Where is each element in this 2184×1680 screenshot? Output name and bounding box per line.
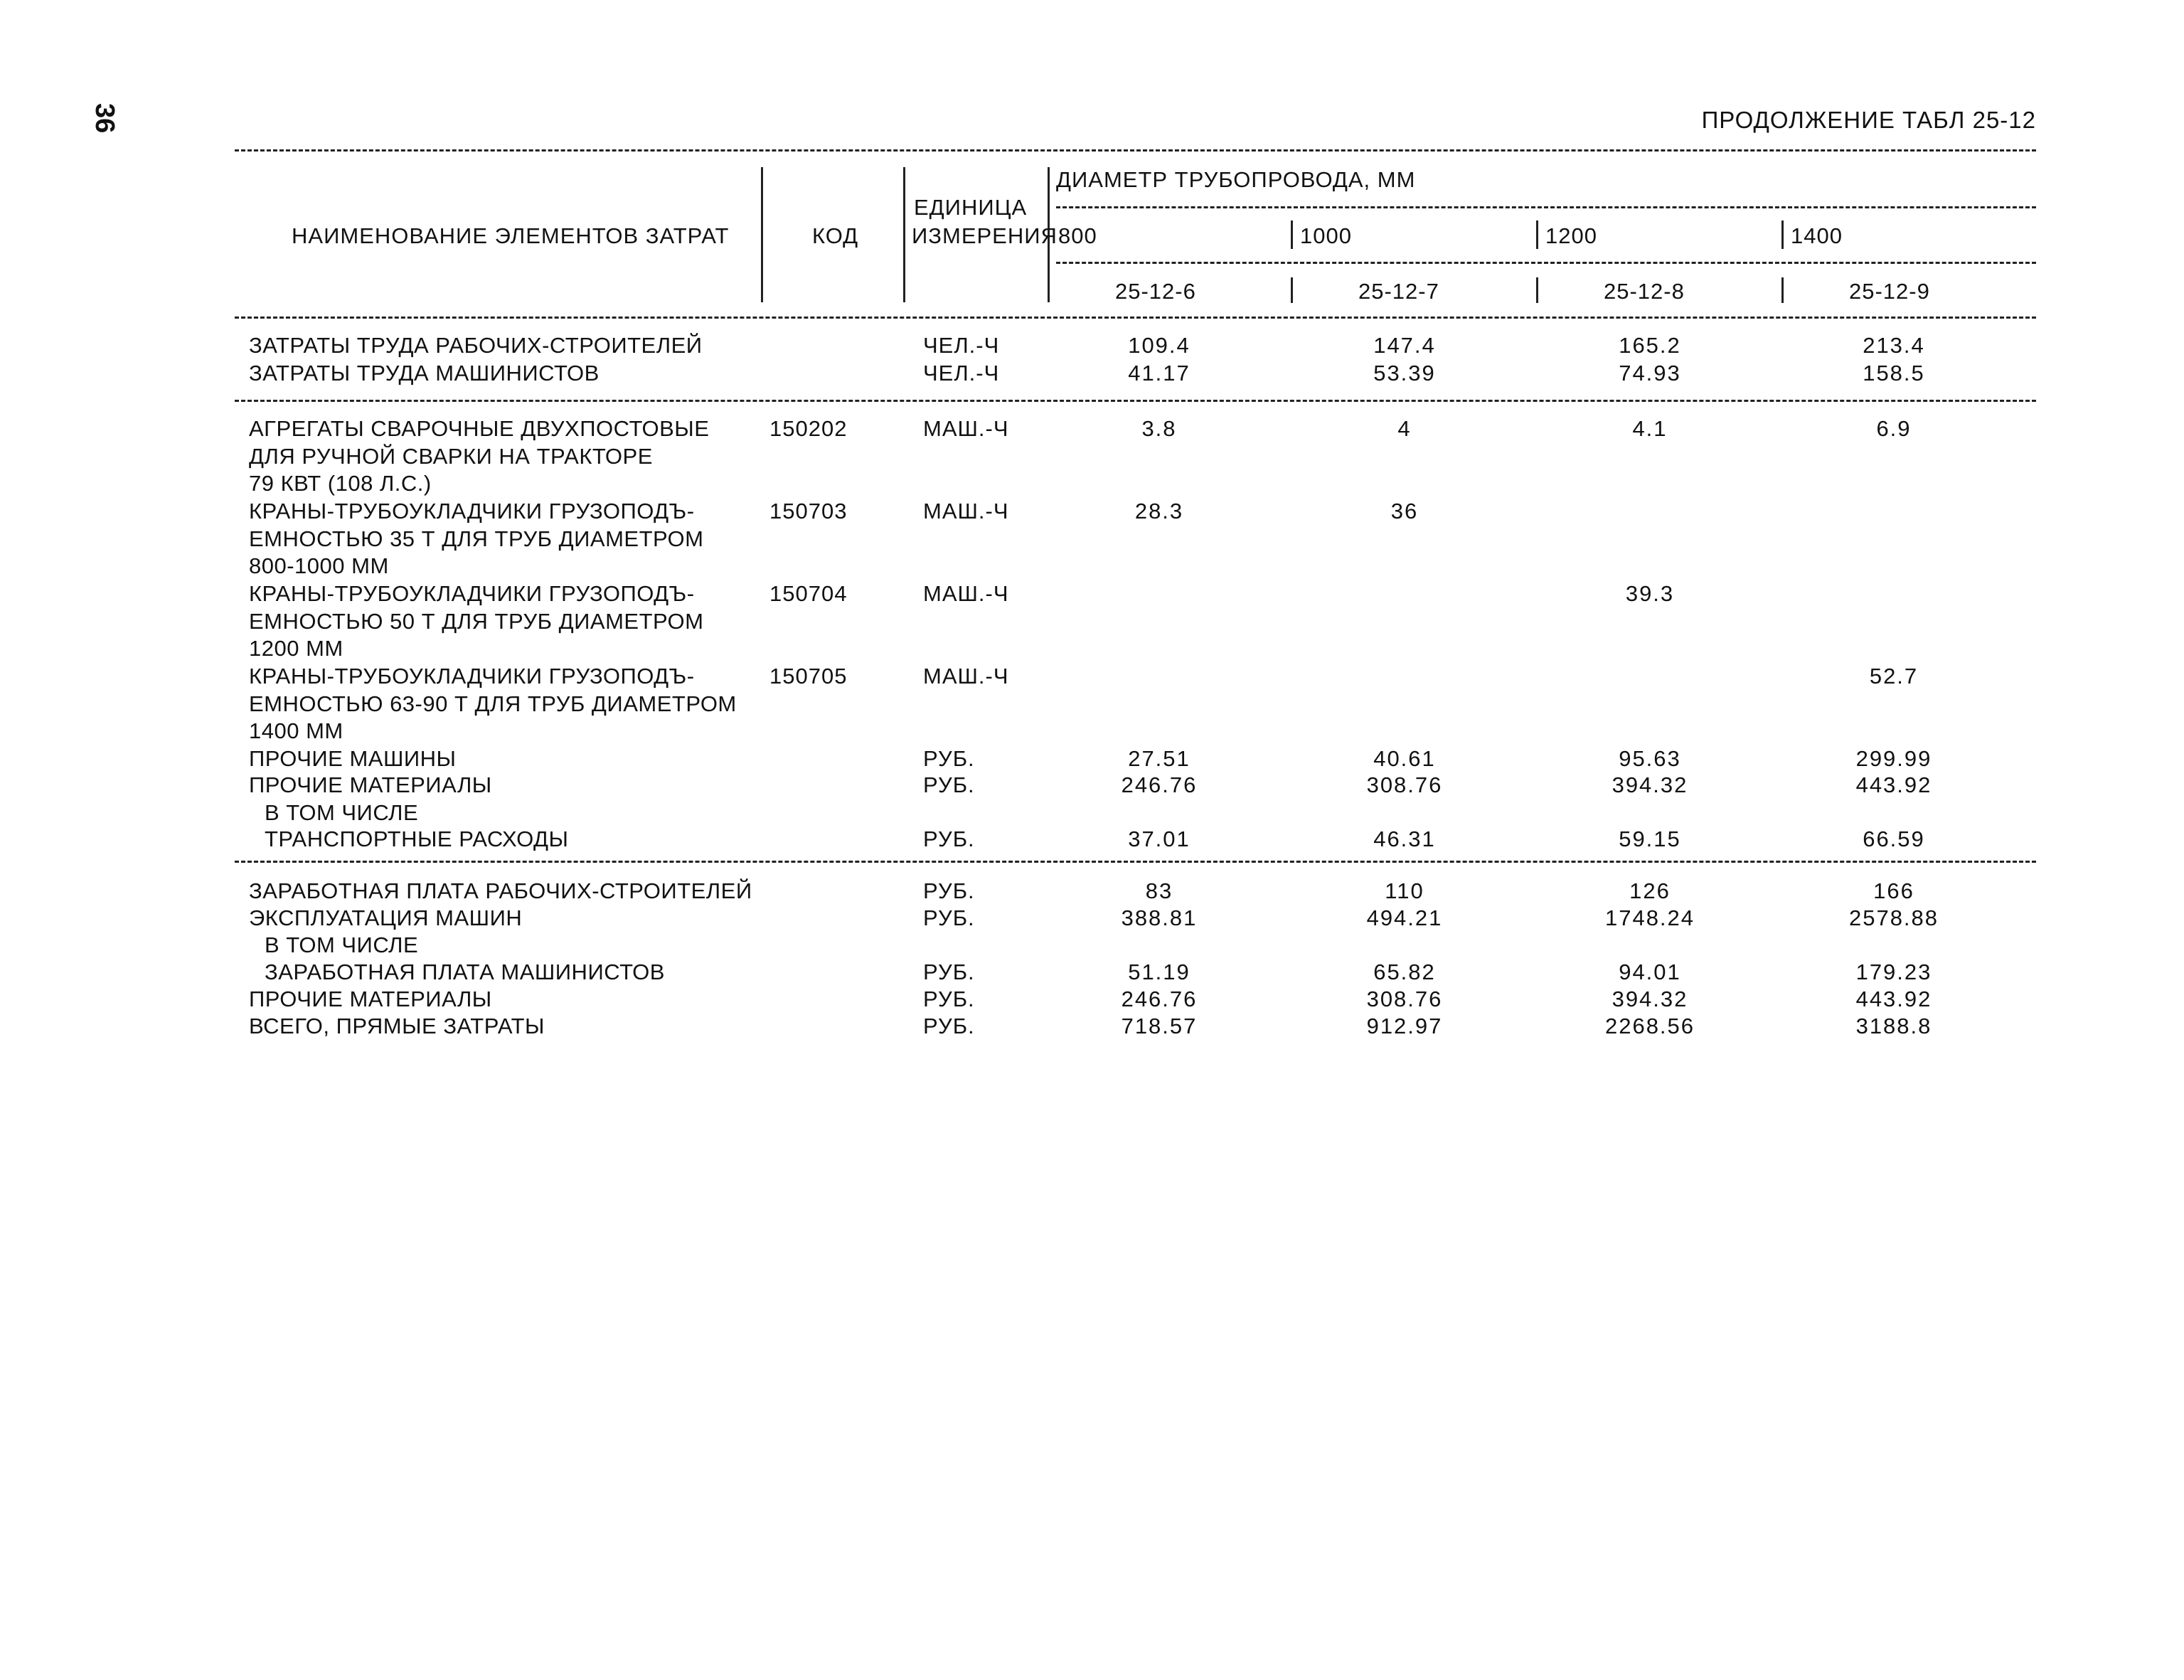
row-name: ЕМНОСТЬЮ 35 Т ДЛЯ ТРУБ ДИАМЕТРОМ <box>249 526 704 551</box>
table-row <box>0 959 2184 987</box>
table-row <box>0 746 2184 773</box>
header-divider-c2 <box>1291 277 1293 303</box>
header-diameter-1000: 1000 <box>1300 223 1352 248</box>
row-value: 494.21 <box>1366 905 1443 930</box>
row-unit: РУБ. <box>923 826 975 851</box>
row-value: 39.3 <box>1625 581 1675 606</box>
header-divider-d2 <box>1291 220 1293 249</box>
row-value: 165.2 <box>1619 333 1681 358</box>
row-name: АГРЕГАТЫ СВАРОЧНЫЕ ДВУХПОСТОВЫЕ <box>249 416 710 441</box>
table-row <box>0 664 2184 691</box>
row-name: КРАНЫ-ТРУБОУКЛАДЧИКИ ГРУЗОПОДЪ- <box>249 499 695 523</box>
header-col-name: НАИМЕНОВАНИЕ ЭЛЕМЕНТОВ ЗАТРАТ <box>292 223 730 248</box>
row-value: 158.5 <box>1863 361 1925 386</box>
row-value: 4.1 <box>1632 416 1668 441</box>
row-value: 27.51 <box>1128 746 1190 771</box>
row-name: В ТОМ ЧИСЛЕ <box>265 800 419 825</box>
row-name: КРАНЫ-ТРУБОУКЛАДЧИКИ ГРУЗОПОДЪ- <box>249 581 695 606</box>
row-value: 110 <box>1385 878 1424 903</box>
table-row <box>0 1014 2184 1041</box>
table-row <box>0 878 2184 905</box>
table-row-continuation <box>0 718 2184 745</box>
table-row-continuation <box>0 691 2184 718</box>
row-value: 40.61 <box>1373 746 1436 771</box>
table-row <box>0 772 2184 799</box>
row-value: 394.32 <box>1612 772 1688 797</box>
header-diameter-title: ДИАМЕТР ТРУБОПРОВОДА, ММ <box>1056 167 1416 192</box>
header-code-2: 25-12-7 <box>1358 279 1439 304</box>
row-value: 126 <box>1629 878 1671 903</box>
header-divider-name <box>761 167 763 302</box>
header-col-code: КОД <box>812 223 859 248</box>
row-value: 94.01 <box>1619 959 1681 984</box>
table-row <box>0 499 2184 526</box>
header-code-4: 25-12-9 <box>1849 279 1930 304</box>
header-code-1: 25-12-6 <box>1115 279 1196 304</box>
header-diameter-800: 800 <box>1058 223 1097 248</box>
header-bottom-rule <box>235 317 2036 319</box>
row-name: В ТОМ ЧИСЛЕ <box>265 932 419 957</box>
page-number: 36 <box>90 103 119 134</box>
row-code: 150202 <box>769 416 848 441</box>
row-name: 79 КВТ (108 Л.С.) <box>249 471 432 496</box>
row-value: 308.76 <box>1366 772 1443 797</box>
table-row <box>0 826 2184 854</box>
header-diameter-1400: 1400 <box>1791 223 1843 248</box>
row-name: ЕМНОСТЬЮ 50 Т ДЛЯ ТРУБ ДИАМЕТРОМ <box>249 609 704 634</box>
table-row-continuation <box>0 444 2184 471</box>
row-name: ПРОЧИЕ МАШИНЫ <box>249 746 457 771</box>
row-name: 800-1000 ММ <box>249 553 389 578</box>
row-unit: РУБ. <box>923 772 975 797</box>
row-value: 28.3 <box>1134 499 1184 523</box>
row-value: 1748.24 <box>1604 905 1695 930</box>
row-value: 912.97 <box>1366 1014 1443 1038</box>
row-name: ПРОЧИЕ МАТЕРИАЛЫ <box>249 772 492 797</box>
header-code-3: 25-12-8 <box>1604 279 1685 304</box>
row-unit: ЧЕЛ.-Ч <box>923 361 1000 386</box>
row-unit: МАШ.-Ч <box>923 581 1009 606</box>
row-value: 83 <box>1145 878 1173 903</box>
row-value: 394.32 <box>1612 987 1688 1011</box>
row-unit: РУБ. <box>923 746 975 771</box>
table-row-continuation <box>0 609 2184 636</box>
row-value: 213.4 <box>1863 333 1925 358</box>
diameter-values-rule <box>1056 262 2036 264</box>
row-unit: РУБ. <box>923 905 975 930</box>
row-value: 53.39 <box>1373 361 1436 386</box>
row-unit: МАШ.-Ч <box>923 416 1009 441</box>
row-value: 443.92 <box>1855 772 1932 797</box>
row-name: 1400 ММ <box>249 718 343 743</box>
row-unit: МАШ.-Ч <box>923 499 1009 523</box>
header-diameter-1200: 1200 <box>1545 223 1597 248</box>
row-name: ВСЕГО, ПРЯМЫЕ ЗАТРАТЫ <box>249 1014 545 1038</box>
table-row <box>0 333 2184 360</box>
table-row <box>0 361 2184 388</box>
row-unit: МАШ.-Ч <box>923 664 1009 689</box>
row-unit: ЧЕЛ.-Ч <box>923 333 1000 358</box>
row-value: 443.92 <box>1855 987 1932 1011</box>
header-divider-c3 <box>1536 277 1538 303</box>
row-value: 718.57 <box>1121 1014 1198 1038</box>
table-row-continuation <box>0 471 2184 498</box>
row-value: 166 <box>1873 878 1914 903</box>
row-value: 51.19 <box>1128 959 1190 984</box>
table-row-continuation <box>0 553 2184 580</box>
row-value: 2268.56 <box>1604 1014 1695 1038</box>
header-col-unit-1: ЕДИНИЦА <box>914 195 1028 220</box>
row-value: 3.8 <box>1141 416 1177 441</box>
header-divider-d3 <box>1536 220 1538 249</box>
row-name: ЗАРАБОТНАЯ ПЛАТА МАШИНИСТОВ <box>265 959 665 984</box>
row-code: 150703 <box>769 499 848 523</box>
row-name: ЗАТРАТЫ ТРУДА МАШИНИСТОВ <box>249 361 600 386</box>
row-value: 46.31 <box>1373 826 1436 851</box>
table-row <box>0 932 2184 959</box>
row-value: 246.76 <box>1121 772 1198 797</box>
diameter-rule <box>1056 206 2036 208</box>
row-value: 308.76 <box>1366 987 1443 1011</box>
row-name: ЗАТРАТЫ ТРУДА РАБОЧИХ-СТРОИТЕЛЕЙ <box>249 333 703 358</box>
row-value: 65.82 <box>1373 959 1436 984</box>
row-value: 246.76 <box>1121 987 1198 1011</box>
table-row <box>0 416 2184 443</box>
row-value: 66.59 <box>1863 826 1925 851</box>
table-row <box>0 905 2184 932</box>
row-value: 4 <box>1397 416 1412 441</box>
row-code: 150704 <box>769 581 848 606</box>
row-name: ЗАРАБОТНАЯ ПЛАТА РАБОЧИХ-СТРОИТЕЛЕЙ <box>249 878 752 903</box>
row-name: 1200 ММ <box>249 636 343 661</box>
row-name: ЕМНОСТЬЮ 63-90 Т ДЛЯ ТРУБ ДИАМЕТРОМ <box>249 691 737 716</box>
table-row-continuation <box>0 636 2184 663</box>
row-value: 95.63 <box>1619 746 1681 771</box>
header-divider-d4 <box>1781 220 1784 249</box>
table-row <box>0 800 2184 827</box>
row-value: 2578.88 <box>1848 905 1939 930</box>
row-value: 109.4 <box>1128 333 1190 358</box>
row-unit: РУБ. <box>923 987 975 1011</box>
row-value: 6.9 <box>1876 416 1912 441</box>
row-value: 179.23 <box>1855 959 1932 984</box>
table-row <box>0 581 2184 608</box>
row-value: 388.81 <box>1121 905 1198 930</box>
row-value: 37.01 <box>1128 826 1190 851</box>
continuation-title: ПРОДОЛЖЕНИЕ ТАБЛ 25-12 <box>1701 107 2036 133</box>
row-code: 150705 <box>769 664 848 689</box>
row-name: ПРОЧИЕ МАТЕРИАЛЫ <box>249 987 492 1011</box>
row-unit: РУБ. <box>923 959 975 984</box>
header-divider-code <box>903 167 905 302</box>
row-value: 36 <box>1390 499 1419 523</box>
row-value: 3188.8 <box>1855 1014 1932 1038</box>
row-unit: РУБ. <box>923 878 975 903</box>
row-value: 52.7 <box>1869 664 1919 689</box>
section-rule <box>235 861 2036 863</box>
row-name: ТРАНСПОРТНЫЕ РАСХОДЫ <box>265 826 569 851</box>
header-col-unit-2: ИЗМЕРЕНИЯ <box>912 223 1058 248</box>
row-unit: РУБ. <box>923 1014 975 1038</box>
row-value: 41.17 <box>1128 361 1190 386</box>
row-value: 74.93 <box>1619 361 1681 386</box>
row-value: 299.99 <box>1855 746 1932 771</box>
row-name: ДЛЯ РУЧНОЙ СВАРКИ НА ТРАКТОРЕ <box>249 444 653 469</box>
row-value: 147.4 <box>1373 333 1436 358</box>
table-row-continuation <box>0 526 2184 553</box>
row-name: ЭКСПЛУАТАЦИЯ МАШИН <box>249 905 523 930</box>
row-value: 59.15 <box>1619 826 1681 851</box>
table-row <box>0 987 2184 1014</box>
section-rule <box>235 400 2036 402</box>
header-divider-c4 <box>1781 277 1784 303</box>
row-name: КРАНЫ-ТРУБОУКЛАДЧИКИ ГРУЗОПОДЪ- <box>249 664 695 689</box>
header-top-rule <box>235 149 2036 151</box>
